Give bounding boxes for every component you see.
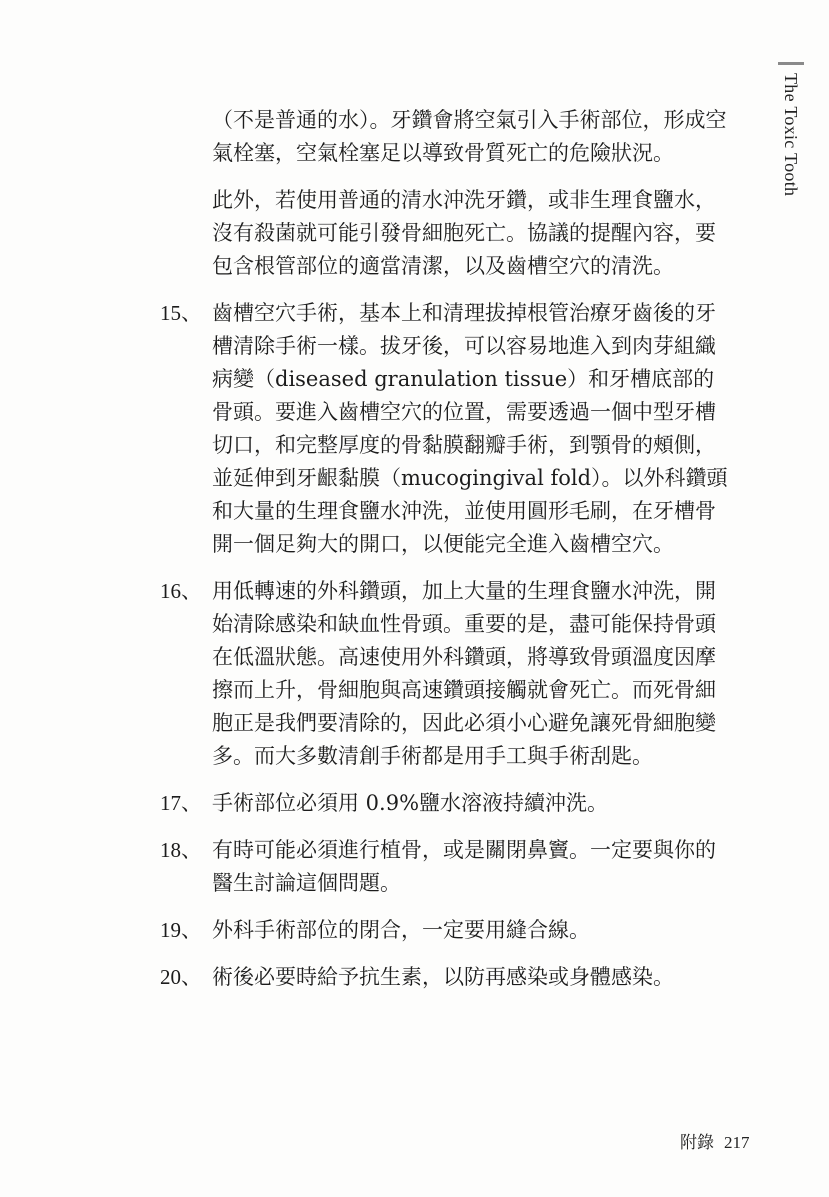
page-number: 217 — [724, 1133, 750, 1152]
list-item-number: 16、 — [160, 579, 202, 603]
list-item-text: 手術部位必須用 0.9%鹽水溶液持續沖洗。 — [212, 791, 609, 815]
page-content — [160, 104, 730, 1008]
list-item-text: 用低轉速的外科鑽頭，加上大量的生理食鹽水沖洗，開始清除感染和缺血性骨頭。重要的是，盡可能保持骨頭在低溫狀態。高速使用外科鑽頭，將導致骨頭溫度因摩擦而上升，骨細胞與高速鑽頭接觸就會死亡。而死骨細胞正是我們要清除的，因此必須小心避免讓死骨細胞變多。而大多數清創手術都是用手工與手術刮匙。 — [212, 579, 716, 768]
list-item-text: 術後必要時給予抗生素，以防再感染或身體感染。 — [212, 965, 674, 989]
list-item-text: 齒槽空穴手術，基本上和清理拔掉根管治療牙齒後的牙槽清除手術一樣。拔牙後，可以容易地進入到肉芽組織病變（diseased granulation tissue）和牙槽底部的骨頭。要進入齒槽空穴的位置，需要透過一個中型牙槽切口，和完整厚度的骨黏膜翻瓣手術，到顎骨的頰側，並延伸到牙齦黏膜（mucogingival fold）。以外科鑽頭和大量的生理食鹽水沖洗，並使用圓形毛刷，在牙槽骨開一個足夠大的開口，以便能完全進入齒槽空穴。 — [212, 301, 728, 556]
running-title: The Toxic Tooth — [778, 62, 804, 213]
list-item-number: 18、 — [160, 838, 202, 862]
list-item-text: 有時可能必須進行植骨，或是關閉鼻竇。一定要與你的醫生討論這個問題。 — [212, 838, 716, 895]
list-item — [160, 961, 730, 994]
page-footer — [680, 1128, 750, 1153]
list-item-number: 19、 — [160, 918, 202, 942]
footer-section-label: 附錄 — [680, 1133, 714, 1153]
list-item — [160, 787, 730, 820]
list-item — [160, 914, 730, 947]
list-item-text: 外科手術部位的閉合，一定要用縫合線。 — [212, 918, 590, 942]
list-item — [160, 834, 730, 900]
paragraph: （不是普通的水）。牙鑽會將空氣引入手術部位，形成空氣栓塞，空氣栓塞足以導致骨質死亡的危險狀況。 — [212, 108, 727, 165]
list-item — [160, 297, 730, 561]
paragraph: 此外，若使用普通的清水沖洗牙鑽，或非生理食鹽水，沒有殺菌就可能引發骨細胞死亡。協議的提醒內容，要包含根管部位的適當清潔，以及齒槽空穴的清洗。 — [212, 188, 716, 278]
list-item-number: 15、 — [160, 301, 202, 325]
list-item — [160, 575, 730, 773]
list-item-number: 17、 — [160, 791, 202, 815]
list-item-number: 20、 — [160, 965, 202, 989]
